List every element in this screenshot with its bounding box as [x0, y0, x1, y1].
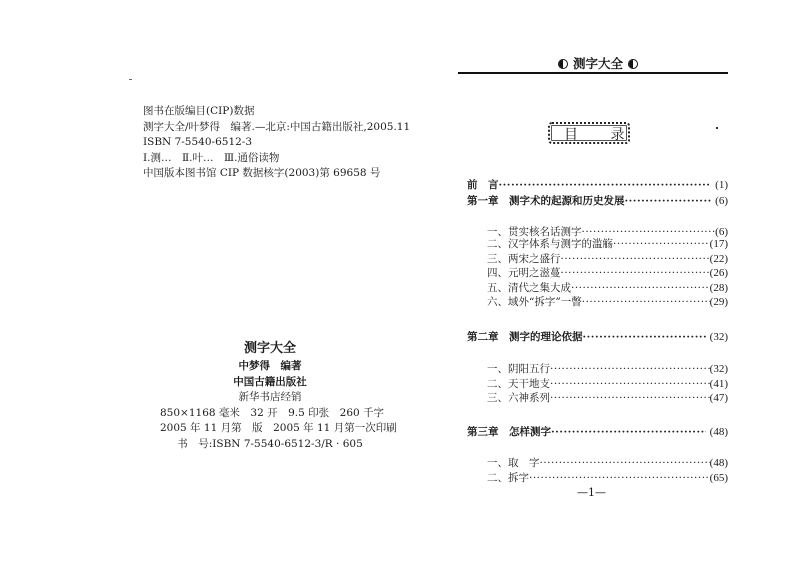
running-head-title: 测字大全	[572, 56, 623, 71]
page-number: —1—	[577, 486, 606, 499]
leader-dots	[550, 377, 710, 392]
leader-dots	[499, 178, 712, 193]
toc-title: 目 录	[548, 122, 630, 144]
running-head	[458, 56, 728, 74]
leader-dots	[582, 295, 710, 310]
toc-section-entry	[487, 281, 728, 296]
toc-entry-page: (29)	[709, 296, 728, 308]
toc-entry-label: 五、清代之集大成	[487, 282, 571, 294]
toc-section-entry	[487, 295, 728, 310]
toc-entry-label: 二、汉字体系与测字的滥觞	[487, 238, 613, 250]
toc-chapter-entry	[467, 178, 728, 193]
leader-dots	[550, 362, 710, 377]
cip-isbn: ISBN 7-5540-6512-3	[143, 136, 253, 149]
toc-chapter-entry	[467, 425, 728, 440]
leader-dots	[571, 281, 710, 296]
toc-entry-page: (17)	[709, 238, 728, 250]
toc-section-entry	[487, 471, 728, 486]
toc-entry-page: (1)	[715, 179, 728, 191]
toc-section-entry	[487, 237, 728, 252]
yin-yang-icon	[558, 59, 568, 69]
toc-section-entry	[487, 266, 728, 281]
toc-entry-label: 二、拆字	[487, 472, 529, 484]
header-rule	[458, 72, 728, 74]
speck	[716, 127, 718, 129]
toc-entry-page: (26)	[709, 267, 728, 279]
cip-classification: Ⅰ.测… Ⅱ.叶… Ⅲ.通俗读物	[143, 151, 280, 164]
toc-section-entry	[487, 377, 728, 392]
toc-entry-page: (28)	[709, 282, 728, 294]
toc-entry-label: 第三章 怎样测字	[467, 426, 551, 438]
toc-entry-label: 第二章 测字的理论依据	[467, 331, 583, 343]
toc-entry-page: (6)	[715, 226, 728, 238]
toc-chapter-entry	[467, 330, 728, 345]
colophon-publisher: 中国古籍出版社	[233, 375, 307, 388]
toc-section-entry	[487, 391, 728, 406]
cip-data-block	[143, 104, 410, 182]
colophon-book-number: 书 号:ISBN 7-5540-6512-3/R · 605	[177, 437, 363, 450]
toc-entry-page: (32)	[709, 331, 728, 343]
cip-heading: 图书在版编目(CIP)数据	[143, 105, 255, 117]
toc-entry-page: (65)	[709, 472, 728, 484]
toc-entry-label: 六、域外“拆字”一瞥	[487, 296, 582, 308]
colophon-distributor: 新华书店经销	[238, 391, 302, 403]
toc-entry-page: (6)	[715, 195, 728, 207]
leader-dots	[550, 391, 710, 406]
toc-entry-page: (48)	[709, 457, 728, 469]
toc-entry-label: 一、贯实核名话测字	[487, 226, 582, 238]
toc-entry-label: 二、天干地支	[487, 378, 550, 390]
toc-entry-label: 一、阴阳五行	[487, 363, 550, 375]
toc-section-entry	[487, 456, 728, 471]
toc-entry-label: 四、元明之滋蔓	[487, 267, 561, 279]
toc-entry-page: (48)	[709, 426, 728, 438]
toc-entry-page: (32)	[709, 363, 728, 375]
toc-entry-page: (22)	[709, 253, 728, 265]
toc-entry-label: 一、取 字	[487, 457, 540, 469]
toc-entry-label: 三、两宋之盛行	[487, 253, 561, 265]
leader-dots	[561, 252, 710, 267]
leader-dots	[551, 425, 706, 440]
toc-section-entry	[487, 252, 728, 267]
colophon-edition: 2005 年 11 月第 版 2005 年 11 月第一次印刷	[160, 422, 397, 434]
toc-entry-page: (47)	[709, 392, 728, 404]
cip-title-line: 测字大全/叶梦得 编著.—北京:中国古籍出版社,2005.11	[143, 120, 411, 133]
colophon	[160, 340, 397, 452]
colophon-author: 中梦得 编著	[238, 360, 302, 372]
cip-record: 中国版本图书馆 CIP 数据核字(2003)第 69658 号	[143, 167, 381, 180]
leader-dots	[529, 471, 710, 486]
leader-dots	[540, 456, 710, 471]
toc-entry-label: 第一章 测字术的起源和历史发展	[467, 195, 625, 207]
leader-dots	[625, 194, 712, 209]
toc-entry-label: 前 言	[467, 179, 499, 191]
yin-yang-icon	[628, 59, 638, 69]
toc-entry-page: (41)	[709, 378, 728, 390]
colophon-specs: 850×1168 毫米 32 开 9.5 印张 260 千字	[160, 406, 385, 419]
toc-chapter-entry	[467, 194, 728, 209]
toc-entry-label: 三、六神系列	[487, 392, 550, 404]
colophon-title: 测字大全	[243, 341, 296, 356]
speck	[129, 79, 132, 80]
leader-dots	[583, 330, 706, 345]
leader-dots	[561, 266, 710, 281]
leader-dots	[613, 237, 710, 252]
toc-section-entry	[487, 362, 728, 377]
